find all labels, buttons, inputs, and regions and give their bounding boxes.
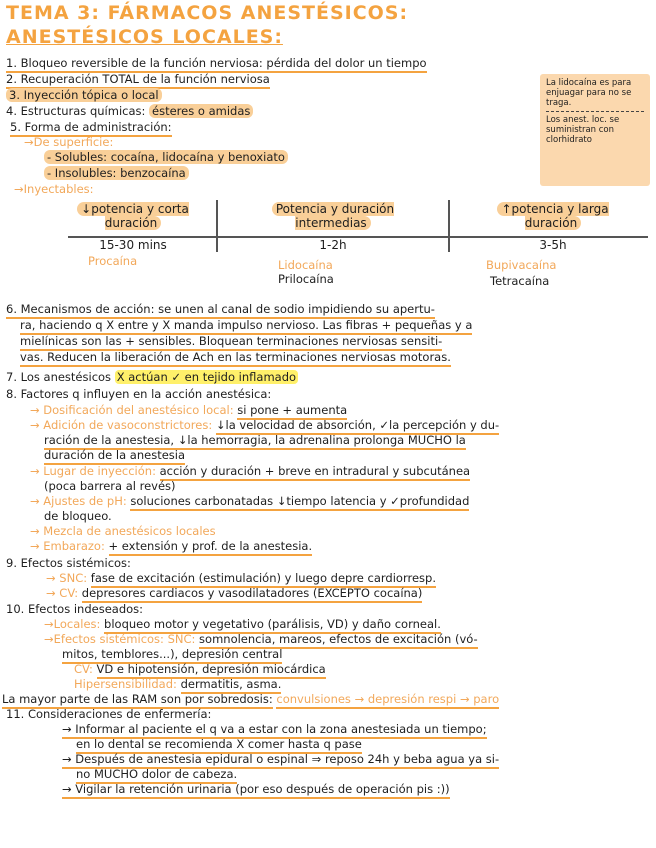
section-10-hipersensibilidad: Hipersensibilidad: <box>74 677 177 691</box>
section-10-locales-value: bloqueo motor y vegetativo (parálisis, VD) y daño corneal. <box>104 617 441 634</box>
section-8-embarazo: → Embarazo: <box>30 539 105 553</box>
drug-tetracaina: Tetracaína <box>490 274 550 288</box>
table-time-long: 3-5h <box>539 238 567 252</box>
section-6-line-2: ra, haciendo q X entre y X manda impulso nervioso. Las fibras + pequeñas y a <box>20 318 472 335</box>
section-8-embarazo-value: + extensión y prof. de la anestesia. <box>109 539 313 556</box>
section-9-snc: → SNC: <box>46 571 88 585</box>
item-5: 5. Forma de administración: <box>10 120 172 137</box>
section-8-lugar-line-2: (poca barrera al revés) <box>44 479 176 493</box>
section-8-vasoconstrictores: → Adición de vasoconstrictores: <box>30 418 213 432</box>
anesthetic-duration-table <box>68 200 648 252</box>
section-8-dosificacion: → Dosificación del anestésico local: <box>30 403 234 417</box>
section-11-informar: → Informar al paciente el q va a estar con la zona anestesiada un tiempo; <box>62 722 487 739</box>
section-title: ANESTÉSICOS LOCALES: <box>6 26 283 48</box>
section-9-snc-value: fase de excitación (estimulación) y luego depre cardiorresp. <box>91 571 436 588</box>
drug-prilocaina: Prilocaína <box>278 272 334 286</box>
item-5-solubles: - Solubles: cocaína, lidocaína y benoxiato <box>44 150 288 164</box>
ram-label: La mayor parte de las RAM son por sobredosis: <box>2 692 273 709</box>
section-8-vasoconstrictores-line-2: ración de la anestesia, ↓la hemorragia, la adrenalina prolonga MUCHO la <box>44 433 466 450</box>
section-10-sistemicos: →Efectos sistémicos: SNC: <box>44 632 196 646</box>
drug-lidocaina: Lidocaína <box>278 258 333 272</box>
table-header-long: ↑potencia y larga duración <box>497 202 608 230</box>
section-10-locales: →Locales: <box>44 617 101 631</box>
section-8-label: 8. Factores q influyen en la acción anestésica: <box>6 387 272 401</box>
section-6-line-1: 6. Mecanismos de acción: se unen al canal de sodio impidiendo su apertu- <box>6 302 435 319</box>
section-6-line-3: mielínicas son las + sensibles. Bloquean terminaciones nerviosas sensiti- <box>20 334 442 351</box>
side-note-lidocaina: La lidocaína es para enjuagar para no se traga. <box>546 78 632 108</box>
section-7-label: 7. Los anestésicos <box>6 370 112 384</box>
section-8-lugar-value: acción y duración + breve en intradural y subcutánea <box>160 464 471 481</box>
item-2: 2. Recuperación TOTAL de la función nerviosa <box>6 72 270 89</box>
table-header-short: ↓potencia y corta duración <box>77 202 189 230</box>
page-title: TEMA 3: FÁRMACOS ANESTÉSICOS: <box>6 2 409 24</box>
section-8-vasoconstrictores-line-3: duración de la anestesia <box>44 448 185 465</box>
section-10-label: 10. Efectos indeseados: <box>6 602 144 616</box>
side-note-clorhidrato: Los anest. loc. se suministran con clorhidrato <box>546 115 620 145</box>
section-10-cv-value: VD e hipotensión, depresión miocárdica <box>97 662 326 679</box>
section-11-reposo-line-2: no MUCHO dolor de cabeza. <box>76 767 237 784</box>
section-9-cv: → CV: <box>46 586 79 600</box>
section-8-ph-value: soluciones carbonatadas ↓tiempo latencia y ✓profundidad <box>130 494 469 511</box>
item-5-insolubles: - Insolubles: benzocaína <box>44 166 189 180</box>
section-10-sistemicos-value: somnolencia, mareos, efectos de excitación (vó- <box>199 632 478 649</box>
item-5-superficie: →De superficie: <box>24 135 114 149</box>
section-9-cv-value: depresores cardiacos y vasodilatadores (EXCEPTO cocaína) <box>82 586 423 603</box>
section-8-dosificacion-value: si pone + aumenta <box>237 403 347 420</box>
table-divider-2 <box>448 200 450 252</box>
table-time-short: 15-30 mins <box>99 238 167 252</box>
item-4-label: 4. Estructuras químicas: <box>6 104 146 118</box>
section-11-vigilar: → Vigilar la retención urinaria (por eso después de operación pis :)) <box>62 782 450 799</box>
table-header-medium: Potencia y duración intermedias <box>272 202 394 230</box>
item-3: 3. Inyección tópica o local <box>6 88 162 102</box>
drug-bupivacaina: Bupivacaína <box>486 258 557 272</box>
item-4-value: ésteres o amidas <box>149 104 253 118</box>
section-8-vasoconstrictores-value: ↓la velocidad de absorción, ✓la percepción y du- <box>216 418 499 435</box>
section-10-sistemicos-line-2: mitos, temblores...), depresión central <box>62 647 282 664</box>
side-note <box>540 74 650 186</box>
side-note-divider <box>546 111 644 112</box>
item-1: 1. Bloqueo reversible de la función nerviosa: pérdida del dolor un tiempo <box>6 56 427 73</box>
section-8-ph: → Ajustes de pH: <box>30 494 127 508</box>
section-7-value: X actúan ✓ en tejido inflamado <box>116 370 297 384</box>
ram-value: convulsiones → depresión respi → paro <box>276 692 499 709</box>
section-9-label: 9. Efectos sistémicos: <box>6 556 131 570</box>
item-5-inyectables: →Inyectables: <box>14 182 94 196</box>
section-11-informar-line-2: en lo dental se recomienda X comer hasta q pase <box>76 737 362 754</box>
section-11-reposo: → Después de anestesia epidural o espinal ⇒ reposo 24h y beba agua ya si- <box>62 752 499 769</box>
section-8-mezcla: → Mezcla de anestésicos locales <box>30 524 216 538</box>
table-time-medium: 1-2h <box>319 238 347 252</box>
section-10-hipersensibilidad-value: dermatitis, asma. <box>181 677 282 694</box>
section-6-line-4: vas. Reducen la liberación de Ach en las terminaciones nerviosas motoras. <box>20 350 451 367</box>
section-8-lugar: → Lugar de inyección: <box>30 464 156 478</box>
section-10-cv: CV: <box>74 662 93 676</box>
section-11-label: 11. Consideraciones de enfermería: <box>6 707 212 721</box>
drug-procaina: Procaína <box>88 254 138 268</box>
section-8-ph-line-2: de bloqueo. <box>44 509 112 523</box>
